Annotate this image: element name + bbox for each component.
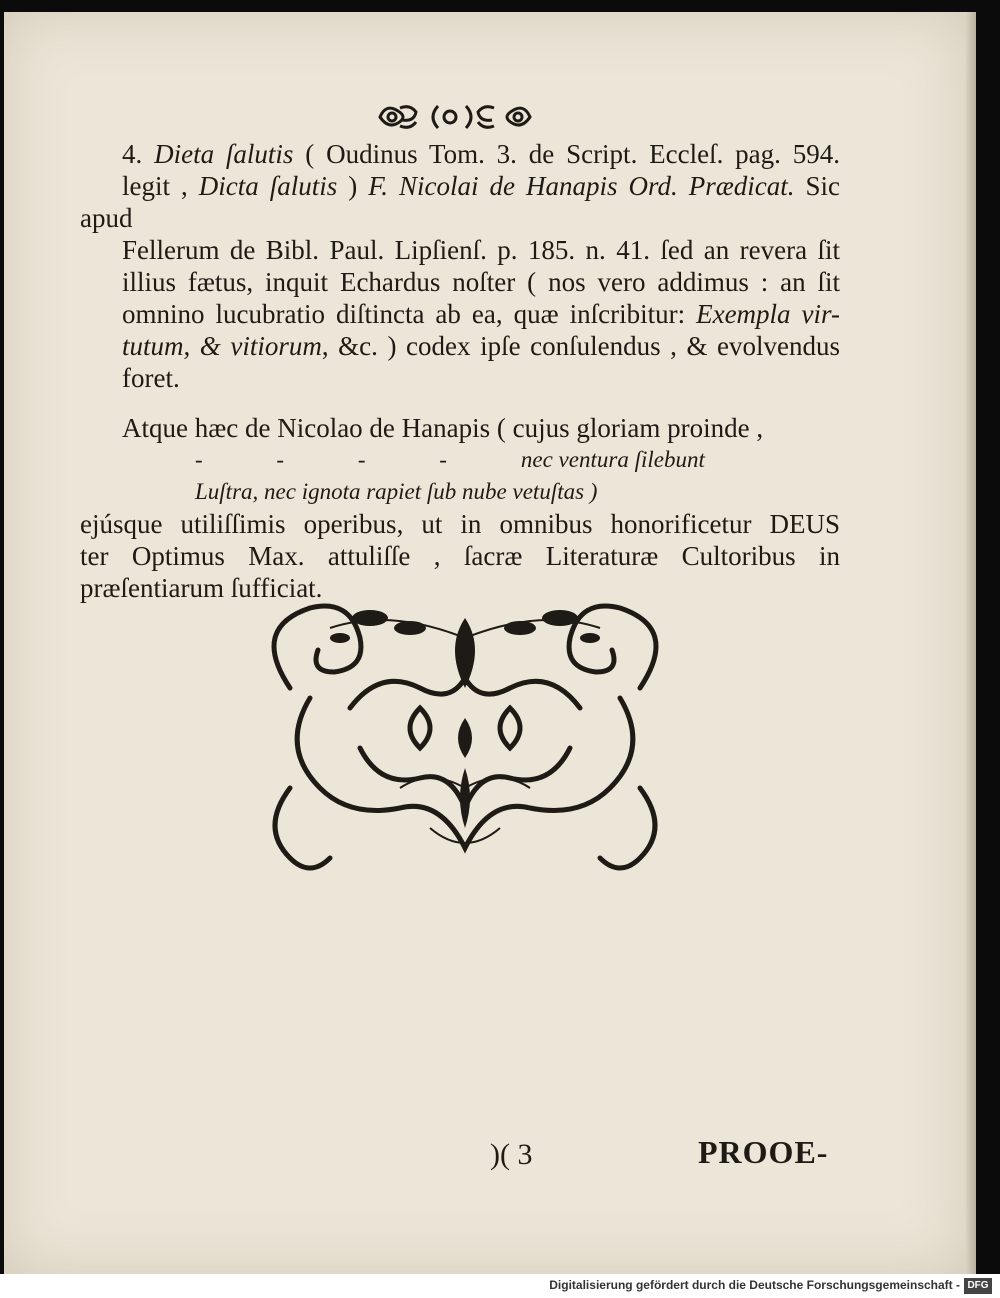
- acanthus-cartouche-vignette-icon: [250, 598, 680, 888]
- catchword: PROOE-: [698, 1134, 829, 1170]
- text-line: foret.: [122, 363, 180, 393]
- text-line: omnino lucubratio diſtincta ab ea, quæ inſcribitur: Exempla vir-: [122, 299, 840, 329]
- verse-line: - - - - nec ventura ſilebunt: [195, 447, 705, 472]
- text-line: Fellerum de Bibl. Paul. Lipſienſ. p. 185. n. 41. ſed an revera ſit: [122, 235, 840, 265]
- text-line: Atque hæc de Nicolao de Hanapis ( cujus gloriam proinde ,: [122, 413, 764, 443]
- paragraph-dieta-salutis: [80, 138, 840, 394]
- text-line: legit , Dicta ſalutis ) F. Nicolai de Hanapis Ord. Prædicat. Sic apud: [80, 171, 841, 233]
- page-edge: [966, 12, 976, 1274]
- dfg-credit-bar: [0, 1274, 1000, 1298]
- floral-head-ornament-icon: [370, 98, 540, 136]
- text-line: tutum, & vitiorum, &c. ) codex ipſe conſulendus , & evolvendus: [122, 331, 840, 361]
- text-line: ter Optimus Max. attuliſſe , ſacræ Literaturæ Cultoribus in: [80, 541, 840, 571]
- text-line: præſentiarum ſufficiat.: [80, 573, 323, 603]
- signature-mark: )( 3: [490, 1138, 533, 1171]
- main-text: [80, 138, 840, 604]
- text-line: illius fætus, inquit Echardus noſter ( nos vero addimus : an ſit: [122, 267, 840, 297]
- text-line: ejúsque utiliſſimis operibus, ut in omnibus honorificetur DEUS: [80, 509, 840, 539]
- verse-line: Luſtra, nec ignota rapiet ſub nube vetuſtas ): [195, 479, 598, 504]
- dfg-credit-text: Digitalisierung gefördert durch die Deutsche Forschungsgemeinschaft -: [549, 1278, 960, 1292]
- paragraph-conclusion: [80, 412, 840, 604]
- dfg-logo-icon: DFG: [964, 1278, 992, 1294]
- text-line: 4. Dieta ſalutis ( Oudinus Tom. 3. de Script. Eccleſ. pag. 594.: [122, 139, 841, 169]
